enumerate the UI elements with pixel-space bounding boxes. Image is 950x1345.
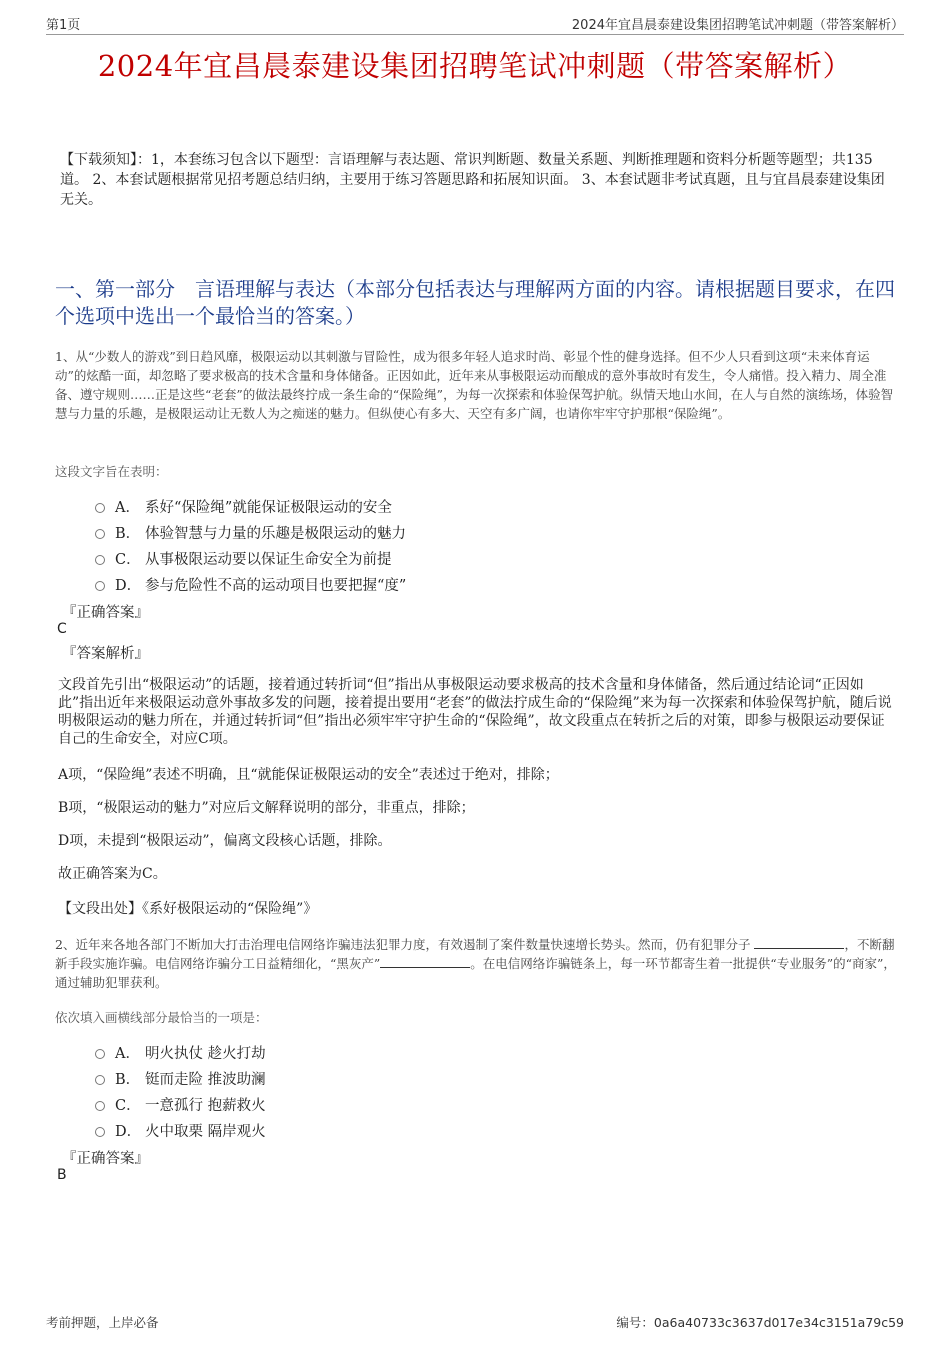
analysis-option-a: A项，“保险绳”表述不明确，且“就能保证极限运动的安全”表述过于绝对，排除； [58, 767, 559, 783]
analysis-conclusion: 故正确答案为C。 [58, 866, 167, 882]
analysis-option-b: B项，“极限运动的魅力”对应后文解释说明的部分，非重点，排除； [58, 800, 475, 816]
page-number: 第1页 [46, 18, 81, 33]
option-d[interactable]: D． 参与危险性不高的运动项目也要把握“度” [95, 571, 406, 597]
question-1-text: 1、从“少数人的游戏”到日趋风靡，极限运动以其刺激与冒险性，成为很多年轻人追求时尚、彰显个性的健身选择。但不少人只看到这项“未来体育运动”的炫酷一面，却忽略了要求极高的技术含量和身体储备。正因如此，近年来从事极限运动而酿成的意外事故时有发生，令人痛惜。投入精力、周全准备、遵守规则……正是这些“老套”的做法最终拧成一条生命的“保险绳”，为每一次探索和体验保驾护航。纵情天地山水间，在人与自然的演练场，体验智慧与力量的乐趣，是极限运动让无数人为之痴迷的魅力。但纵使心有多大、天空有多广阔，也请你牢牢守护那根“保险绳”。 [55, 349, 894, 421]
question-2-options [95, 1039, 266, 1143]
radio-icon[interactable] [95, 503, 105, 513]
radio-icon[interactable] [95, 1075, 105, 1085]
answer-label: 『正确答案』 [62, 1151, 149, 1167]
fill-blank-1 [754, 936, 844, 949]
option-a[interactable]: A． 系好“保险绳”就能保证极限运动的安全 [95, 493, 406, 519]
section-heading: 一、第一部分 言语理解与表达（本部分包括表达与理解两方面的内容。请根据题目要求，在四个选项中选出一个最恰当的答案。） [55, 277, 895, 328]
correct-answer: C [57, 621, 67, 637]
option-b[interactable]: B． 铤而走险 推波助澜 [95, 1065, 266, 1091]
radio-icon[interactable] [95, 1049, 105, 1059]
option-c[interactable]: C． 一意孤行 抱薪救火 [95, 1091, 266, 1117]
radio-icon[interactable] [95, 529, 105, 539]
radio-icon[interactable] [95, 1127, 105, 1137]
radio-icon[interactable] [95, 581, 105, 591]
radio-icon[interactable] [95, 1101, 105, 1111]
analysis-paragraph: 文段首先引出“极限运动”的话题，接着通过转折词“但”指出从事极限运动要求极高的技术含量和身体储备，然后通过结论词“正因如此”指出近年来极限运动意外事故多发的问题，接着提出要用“老套”的做法拧成生命的“保险绳”来为每一次探索和体验保驾护航，随后说明极限运动的魅力所在，并通过转折词“但”指出必须牢牢守护生命的“保险绳”，故文段重点在转折之后的对策，即参与极限运动要保证自己的生命安全，对应C项。 [58, 677, 892, 747]
header-doc-title: 2024年宜昌晨泰建设集团招聘笔试冲刺题（带答案解析） [571, 18, 904, 33]
question-1-options [95, 493, 406, 597]
analysis-label: 『答案解析』 [62, 646, 149, 662]
option-c[interactable]: C． 从事极限运动要以保证生命安全为前提 [95, 545, 406, 571]
page-header [46, 14, 904, 35]
document-title: 2024年宜昌晨泰建设集团招聘笔试冲刺题（带答案解析） [97, 49, 853, 83]
correct-answer: B [57, 1167, 67, 1183]
analysis-option-d: D项，未提到“极限运动”，偏离文段核心话题，排除。 [58, 833, 392, 849]
footer-slogan: 考前押题，上岸必备 [46, 1315, 159, 1330]
answer-label: 『正确答案』 [62, 605, 149, 621]
download-notice: 【下载须知】：1，本套练习包含以下题型：言语理解与表达题、常识判断题、数量关系题、判断推理题和资料分析题等题型；共135道。 2、本套试题根据常见招考题总结归纳，主要用于练习答题思路和拓展知识面。 3、本套试题非考试真题，且与宜昌晨泰建设集团无关。 [60, 152, 885, 208]
footer-code: 编号：0a6a40733c3637d017e34c3151a79c59 [616, 1315, 904, 1330]
page-footer [46, 1313, 904, 1329]
fill-blank-2 [380, 955, 470, 968]
option-a[interactable]: A． 明火执仗 趁火打劫 [95, 1039, 266, 1065]
option-d[interactable]: D． 火中取栗 隔岸观火 [95, 1117, 266, 1143]
source-citation: 【文段出处】《系好极限运动的“保险绳”》 [58, 901, 318, 917]
question-2-prompt: 依次填入画横线部分最恰当的一项是： [55, 1010, 268, 1025]
question-2-text: 2、近年来各地各部门不断加大打击治理电信网络诈骗违法犯罪力度，有效遏制了案件数量快速增长势头。然而，仍有犯罪分子 ，不断翻新手段实施诈骗。电信网络诈骗分工日益精细化，“黑灰产” 。在电信网络诈骗链条上，每一环节都寄生着一批提供“专业服务”的“商家”，通过辅助犯罪获利。 [55, 937, 896, 990]
option-b[interactable]: B． 体验智慧与力量的乐趣是极限运动的魅力 [95, 519, 406, 545]
radio-icon[interactable] [95, 555, 105, 565]
question-1-prompt: 这段文字旨在表明： [55, 464, 168, 479]
